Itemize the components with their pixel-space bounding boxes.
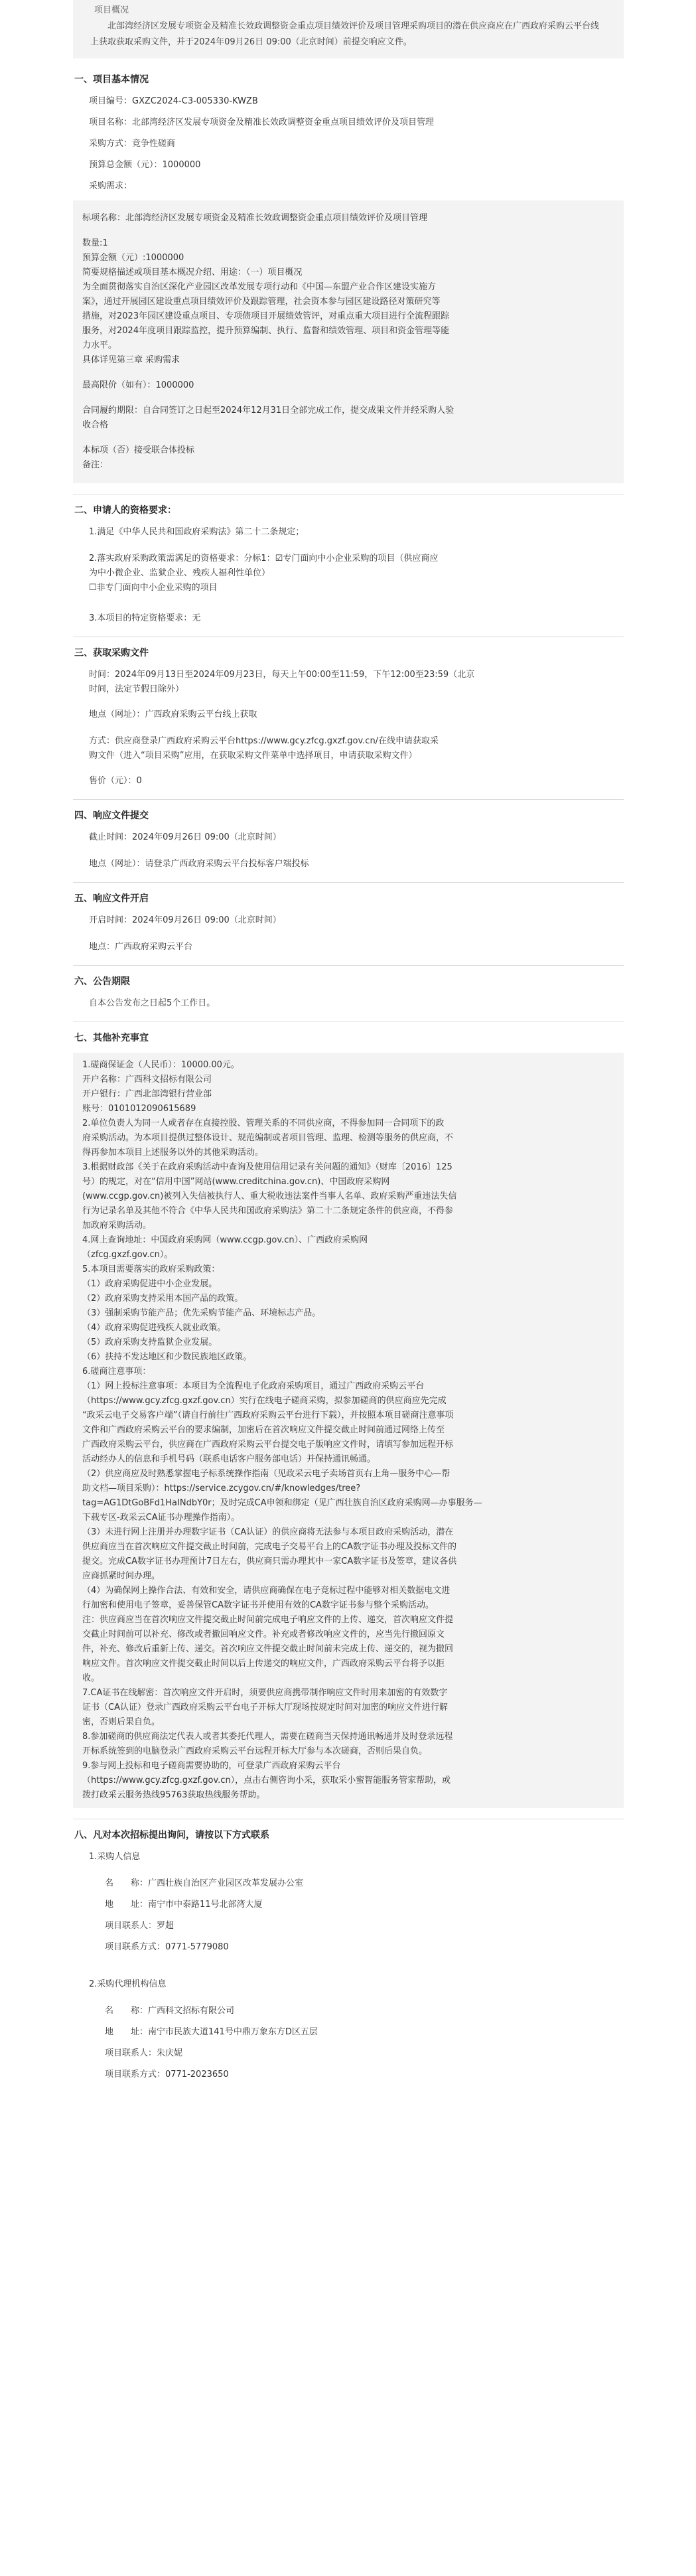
qualification-3: 3.本项目的特定资格要求：无 bbox=[89, 613, 201, 623]
lot-description-line: 为全面贯彻落实自治区深化产业园区改革发展专项行动和《中国—东盟产业合作区建设实施方 bbox=[82, 282, 437, 292]
section-6-title: 六、公告期限 bbox=[74, 976, 130, 987]
lot-description-line: 力水平。 bbox=[82, 341, 117, 350]
supplement-line: 4.网上查询地址：中国政府采购网（www.ccgp.gov.cn）、广西政府采购网 bbox=[82, 1235, 368, 1245]
lot-description: 简要规格描述或项目基本概况介绍、用途：（一）项目概况 bbox=[82, 267, 303, 277]
supplement-line: 助文档—项目采购）：https://service.zcygov.cn/#/knowledges/tree? bbox=[82, 1483, 361, 1493]
section-8-title: 八、凡对本次招标提出询问，请按以下方式联系 bbox=[74, 1830, 269, 1841]
supplement-line: 3.根据财政部《关于在政府采购活动中查询及使用信用记录有关问题的通知》（财库〔2016〕125 bbox=[82, 1162, 452, 1172]
section-1-title: 一、项目基本情况 bbox=[74, 74, 149, 85]
procurement-method: 采购方式：竞争性磋商 bbox=[89, 139, 176, 149]
lot-description-line: 服务，对2024年度项目跟踪监控，提升预算编制、执行、监督和绩效管理、项目和资金管理等能 bbox=[82, 326, 450, 336]
supplement-line: 提交。完成CA数字证书办理预计7日左右，供应商只需办理其中一家CA数字证书及签章，建议各供 bbox=[82, 1556, 457, 1566]
announcement-page bbox=[73, 0, 624, 2089]
acquire-time: 时间：2024年09月13日至2024年09月23日，每天上午00:00至11:59，下午12:00至23:59（北京 bbox=[89, 670, 475, 680]
supplement-line: 1.磋商保证金（人民币）：10000.00元。 bbox=[82, 1060, 240, 1070]
supplement-line: （2）政府采购支持采用本国产品的政策。 bbox=[82, 1294, 244, 1304]
acquire-way-line: 购文件（进入“项目采购”应用，在获取采购文件菜单中选择项目，申请获取采购文件） bbox=[89, 751, 417, 761]
overview-text: 北部湾经济区发展专项资金及精准长效政调整资金重点项目绩效评价及项目管理采购项目的潜在供应商应在广西政府采购云平台线上获取获取采购文件，并于2024年09月26日 09:00（北京时间）前提交响应文件。 bbox=[90, 21, 600, 47]
buyer-contact: 项目联系人：罗超 bbox=[105, 1921, 174, 1931]
max-price: 最高限价（如有）：1000000 bbox=[82, 380, 194, 390]
supplement-line: “政采云电子交易客户端”（请自行前往广西政府采购云平台进行下载），并按照本项目磋商注意事项 bbox=[82, 1410, 454, 1420]
supplement-line: （1）政府采购促进中小企业发展。 bbox=[82, 1279, 218, 1289]
buyer-phone: 项目联系方式：0771-5779080 bbox=[105, 1942, 229, 1952]
supplement-line: 交截止时间前可以补充、修改或者撤回响应文件。补充或者修改响应文件的，应当先行撤回原文 bbox=[82, 1629, 445, 1639]
lot-detail-ref: 具体详见第三章 采购需求 bbox=[82, 355, 180, 365]
supplement-line: （2）供应商应及时熟悉掌握电子标系统操作指南（见政采云电子卖场首页右上角—服务中心—帮 bbox=[82, 1469, 451, 1479]
buyer-info-title: 1.采购人信息 bbox=[89, 1852, 141, 1862]
supplement-line: 注：供应商应当在首次响应文件提交截止时间前完成电子响应文件的上传、递交，首次响应文件提 bbox=[82, 1615, 454, 1625]
consortium-note: 本标项（否）接受联合体投标 bbox=[82, 445, 195, 455]
supplement-line: （4）为确保网上操作合法、有效和安全，请供应商确保在电子竞标过程中能够对相关数据电文进 bbox=[82, 1586, 451, 1596]
agent-address: 地 址：南宁市民族大道141号中鼎万象东方D区五层 bbox=[105, 2027, 318, 2037]
requirements-box bbox=[73, 200, 624, 483]
supplement-line: 账号：0101012090615689 bbox=[82, 1104, 196, 1114]
agent-phone: 项目联系方式：0771-2023650 bbox=[105, 2070, 229, 2080]
supplement-line: 9.参与网上投标和电子磋商需要协助的，可登录广西政府采购云平台 bbox=[82, 1761, 341, 1771]
supplement-line: 应商抓紧时间办理。 bbox=[82, 1571, 161, 1581]
section-7-title: 七、其他补充事宜 bbox=[74, 1033, 149, 1043]
section-2-title: 二、申请人的资格要求： bbox=[74, 505, 176, 516]
lot-quantity: 数量:1 bbox=[82, 238, 108, 248]
supplement-line: （4）政府采购促进残疾人就业政策。 bbox=[82, 1323, 226, 1333]
lot-budget: 预算金额（元）:1000000 bbox=[82, 253, 184, 263]
supplement-line: 活动经办人的信息和手机号码（联系电话客户服务部电话）并保持通讯畅通。 bbox=[82, 1454, 376, 1464]
agent-name: 名 称：广西科文招标有限公司 bbox=[105, 2006, 235, 2016]
contract-period-line: 收合格 bbox=[82, 420, 109, 430]
supplement-line: （3）未进行网上注册并办理数字证书（CA认证）的供应商将无法参与本项目政府采购活动，潜在 bbox=[82, 1527, 454, 1537]
supplement-line: 密，否则后果自负。 bbox=[82, 1717, 161, 1727]
supplement-line: 行为记录名单及其他不符合《中华人民共和国政府采购法》第二十二条规定条件的供应商，不得参 bbox=[82, 1206, 454, 1216]
qualification-2: 2.落实政府采购政策需满足的资格要求：分标1：☑专门面向中小企业采购的项目（供应商应 bbox=[89, 554, 439, 564]
supplement-line: 2.单位负责人为同一人或者存在直接控股、管理关系的不同供应商，不得参加同一合同项下的政 bbox=[82, 1118, 445, 1128]
qualification-2-line: ☐非专门面向中小企业采购的项目 bbox=[89, 583, 218, 593]
qualification-1: 1.满足《中华人民共和国政府采购法》第二十二条规定； bbox=[89, 527, 305, 537]
supplement-line: 7.CA证书在线解密：首次响应文件开启时，须要供应商携带制作响应文件时用来加密的有效数字 bbox=[82, 1688, 448, 1698]
supplement-line: 拨打政采云服务热线95763获取热线服务帮助。 bbox=[82, 1790, 265, 1800]
document-price: 售价（元）：0 bbox=[89, 776, 142, 786]
supplement-line: 件，补充、修改后重新上传、递交。首次响应文件提交截止时间前未完成上传、递交的，视为撤回 bbox=[82, 1644, 454, 1654]
supplement-line: 5.本项目需要落实的政府采购政策： bbox=[82, 1264, 220, 1274]
buyer-address: 地 址：南宁市中泰路11号北部湾大厦 bbox=[105, 1900, 263, 1910]
supplement-line: 响应文件。首次响应文件提交截止时间以后上传递交的响应文件，广西政府采购云平台将予以拒 bbox=[82, 1659, 445, 1669]
supplement-line: 府采购活动。为本项目提供过整体设计、规范编制或者项目管理、监理、检测等服务的供应商，不 bbox=[82, 1133, 454, 1143]
supplement-line: （1）网上投标注意事项：本项目为全流程电子化政府采购项目，通过广西政府采购云平台 bbox=[82, 1381, 425, 1391]
acquire-way: 方式：供应商登录广西政府采购云平台https://www.gcy.zfcg.gxzf.gov.cn/在线申请获取采 bbox=[89, 736, 439, 746]
divider bbox=[73, 882, 624, 883]
agent-contact: 项目联系人：朱庆妮 bbox=[105, 2048, 183, 2058]
supplement-line: 广西政府采购云平台，供应商在广西政府采购云平台提交电子版响应文件时，请填写参加远程开标 bbox=[82, 1440, 454, 1450]
project-number: 项目编号：GXZC2024-C3-005330-KWZB bbox=[89, 96, 258, 106]
supplement-line: （5）政府采购支持监狱企业发展。 bbox=[82, 1337, 218, 1347]
supplement-line: 行加密和使用电子签章，妥善保管CA数字证书并使用有效的CA数字证书参与整个采购活动。 bbox=[82, 1600, 434, 1610]
supplement-line: 6.磋商注意事项： bbox=[82, 1367, 151, 1377]
supplement-line: 开户银行：广西北部湾银行营业部 bbox=[82, 1089, 212, 1099]
section-4-title: 四、响应文件提交 bbox=[74, 810, 149, 821]
requirements-label: 采购需求： bbox=[89, 181, 133, 191]
project-name: 项目名称：北部湾经济区发展专项资金及精准长效政调整资金重点项目绩效评价及项目管理 bbox=[89, 117, 435, 127]
lot-name: 标项名称：北部湾经济区发展专项资金及精准长效政调整资金重点项目绩效评价及项目管理 bbox=[82, 213, 428, 223]
supplement-line: （6）扶持不发达地区和少数民族地区政策。 bbox=[82, 1352, 252, 1362]
section-3-title: 三、获取采购文件 bbox=[74, 648, 149, 658]
supplement-line: （zfcg.gxzf.gov.cn）。 bbox=[82, 1250, 173, 1260]
overview-label: 项目概况 bbox=[94, 5, 129, 15]
supplement-line: (www.ccgp.gov.cn)被列入失信被执行人、重大税收违法案件当事人名单、政府采购严重违法失信 bbox=[82, 1191, 457, 1201]
supplement-line: 号）的规定，对在“信用中国”网站(www.creditchina.gov.cn)、中国政府采购网 bbox=[82, 1177, 390, 1187]
announcement-period: 自本公告发布之日起5个工作日。 bbox=[89, 998, 216, 1008]
supplement-line: （https://www.gcy.zfcg.gxzf.gov.cn），点击右侧咨询小采，获取采小蜜智能服务管家帮助，或 bbox=[82, 1776, 451, 1785]
submission-place: 地点（网址）：请登录广西政府采购云平台投标客户端投标 bbox=[89, 859, 309, 869]
supplement-line: 加政府采购活动。 bbox=[82, 1221, 152, 1231]
opening-time: 开启时间：2024年09月26日 09:00（北京时间） bbox=[89, 915, 281, 925]
divider bbox=[73, 965, 624, 966]
qualification-2-line: 为中小微企业、监狱企业、残疾人福利性单位） bbox=[89, 568, 271, 578]
supplement-line: 证书（CA认证）登录广西政府采购云平台电子开标大厅现场按规定时间对加密的响应文件进行解 bbox=[82, 1703, 448, 1712]
total-budget: 预算总金额（元）：1000000 bbox=[89, 160, 201, 170]
supplement-line: 开标系统签到的电脑登录广西政府采购云平台远程开标大厅参与本次磋商，否则后果自负。 bbox=[82, 1746, 428, 1756]
project-overview-box bbox=[73, 0, 624, 58]
opening-place: 地点：广西政府采购云平台 bbox=[89, 942, 193, 952]
supplement-line: 收。 bbox=[82, 1673, 100, 1683]
supplement-line: tag=AG1DtGoBFd1HaINdbY0r；及时完成CA申领和绑定（见广西壮族自治区政府采购网—办事服务— bbox=[82, 1498, 482, 1508]
lot-description-line: 案》，通过开展园区建设重点项目绩效评价及跟踪管理，社会资本参与园区建设路径对策研究等 bbox=[82, 297, 441, 307]
submission-deadline: 截止时间：2024年09月26日 09:00（北京时间） bbox=[89, 832, 281, 842]
supplement-line: （3）强制采购节能产品；优先采购节能产品、环境标志产品。 bbox=[82, 1308, 321, 1318]
remark: 备注： bbox=[82, 460, 109, 470]
buyer-name: 名 称：广西壮族自治区产业园区改革发展办公室 bbox=[105, 1878, 304, 1888]
divider bbox=[73, 799, 624, 800]
supplement-line: 下载专区-政采云CA证书办理操作指南）。 bbox=[82, 1513, 240, 1523]
section-5-title: 五、响应文件开启 bbox=[74, 893, 149, 904]
acquire-place: 地点（网址）：广西政府采购云平台线上获取 bbox=[89, 710, 257, 720]
supplement-line: 8.参加磋商的供应商法定代表人或者其委托代理人，需要在磋商当天保持通讯畅通并及时登录远程 bbox=[82, 1732, 453, 1742]
supplement-line: 得再参加本项目上述服务以外的其他采购活动。 bbox=[82, 1148, 264, 1158]
supplement-line: （https://www.gcy.zfcg.gxzf.gov.cn）实行在线电子磋商采购，拟参加磋商的供应商应先完成 bbox=[82, 1396, 447, 1406]
supplement-line: 供应商应当在首次响应文件提交截止时间前，完成电子交易平台上的CA数字证书办理及投标文件的 bbox=[82, 1542, 456, 1552]
agent-info-title: 2.采购代理机构信息 bbox=[89, 1979, 167, 1989]
contract-period: 合同履约期限：自合同签订之日起至2024年12月31日全部完成工作，提交成果文件并经采购人验 bbox=[82, 406, 454, 416]
supplement-line: 文件和广西政府采购云平台的要求编制，加密后在首次响应文件提交截止时间前通过网络上传至 bbox=[82, 1425, 445, 1435]
acquire-time-line: 时间，法定节假日除外） bbox=[89, 684, 184, 694]
supplement-line: 开户名称：广西科文招标有限公司 bbox=[82, 1075, 212, 1085]
lot-description-line: 措施，对2023年园区建设重点项目、专项债项目开展绩效管评，对重点重大项目进行全流程跟踪 bbox=[82, 311, 450, 321]
supplementary-box bbox=[73, 1053, 624, 1808]
